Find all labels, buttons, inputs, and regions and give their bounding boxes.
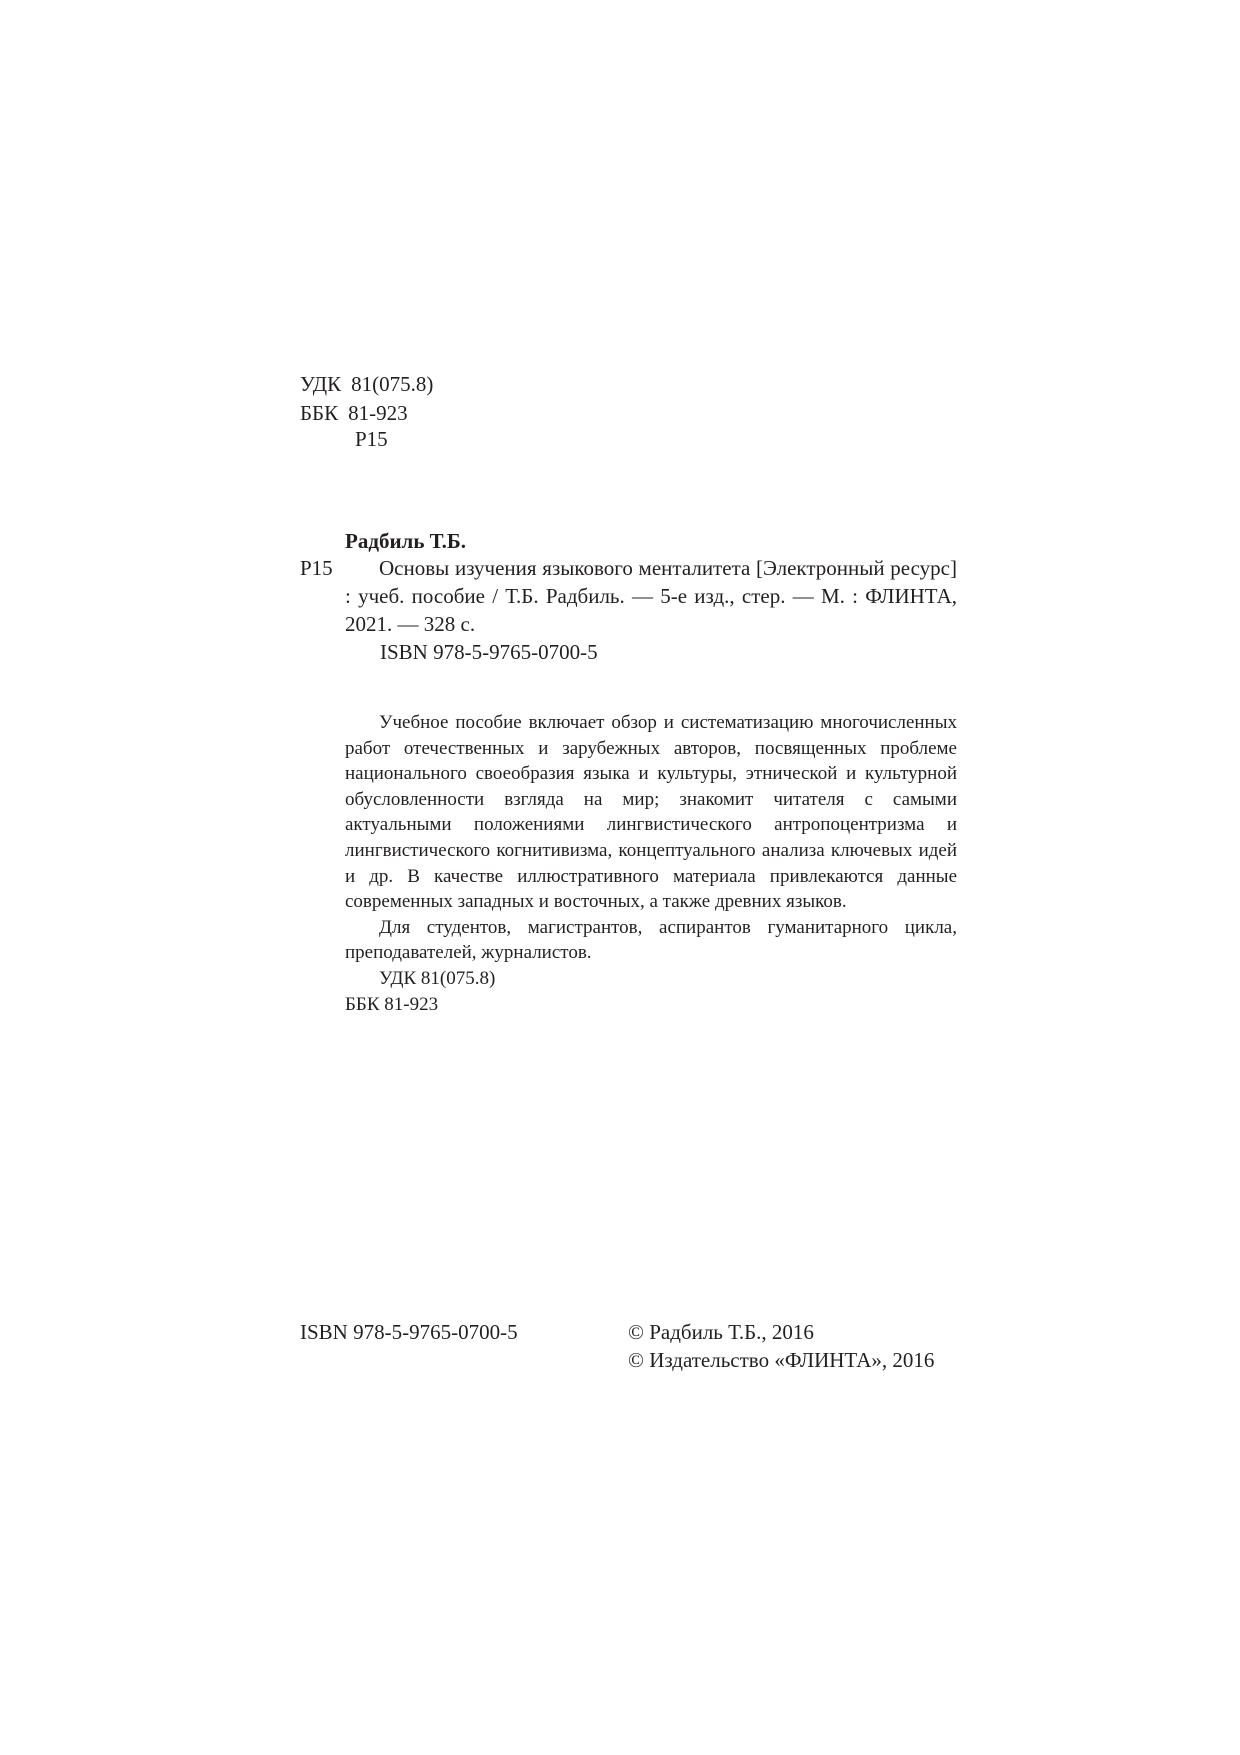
udk-classification — [300, 370, 433, 398]
annotation-paragraph: Учебное пособие включает обзор и систематизацию многочисленных работ отечественных и зарубежных авторов, посвященных проблеме национального своеобразия языка и культуры, этнической и культурной обусловленности взгляда на мир; знакомит читателя с самыми актуальными положениями лингвистического антропоцентризма и лингвистического когнитивизма, концептуального анализа ключевых идей и др. В качестве иллюстративного материала привлекаются данные современных западных и восточных, а также древних языков. — [345, 712, 957, 913]
udk-value: 81(075.8) — [351, 372, 434, 396]
annotation-bbk: ББК 81-923 — [345, 993, 439, 1015]
bbk-classification — [300, 399, 408, 427]
annotation — [345, 710, 957, 1017]
bbk-value: 81-923 — [348, 401, 408, 425]
copyright-publisher: © Издательство «ФЛИНТА», 2016 — [628, 1348, 935, 1372]
record-isbn: ISBN 978-5-9765-0700-5 — [380, 640, 598, 664]
record-description: Основы изучения языкового менталитета [Электронный ресурс] : учеб. пособие / Т.Б. Радбиль. — 5-е изд., стер. — М. : ФЛИНТА, 2021. — 328 с. — [345, 556, 957, 636]
copyright-author: © Радбиль Т.Б., 2016 — [628, 1320, 814, 1344]
footer-isbn: ISBN 978-5-9765-0700-5 — [300, 1320, 518, 1344]
record-author: Радбиль Т.Б. — [345, 529, 466, 553]
udk-label: УДК — [300, 372, 342, 396]
annotation-audience: Для студентов, магистрантов, аспирантов гуманитарного цикла, преподавателей, журналистов. — [345, 916, 957, 964]
author-sign: Р15 — [355, 427, 388, 451]
record-author-sign: Р15 — [300, 556, 333, 580]
annotation-udk: УДК 81(075.8) — [379, 967, 496, 989]
bbk-label: ББК — [300, 401, 339, 425]
